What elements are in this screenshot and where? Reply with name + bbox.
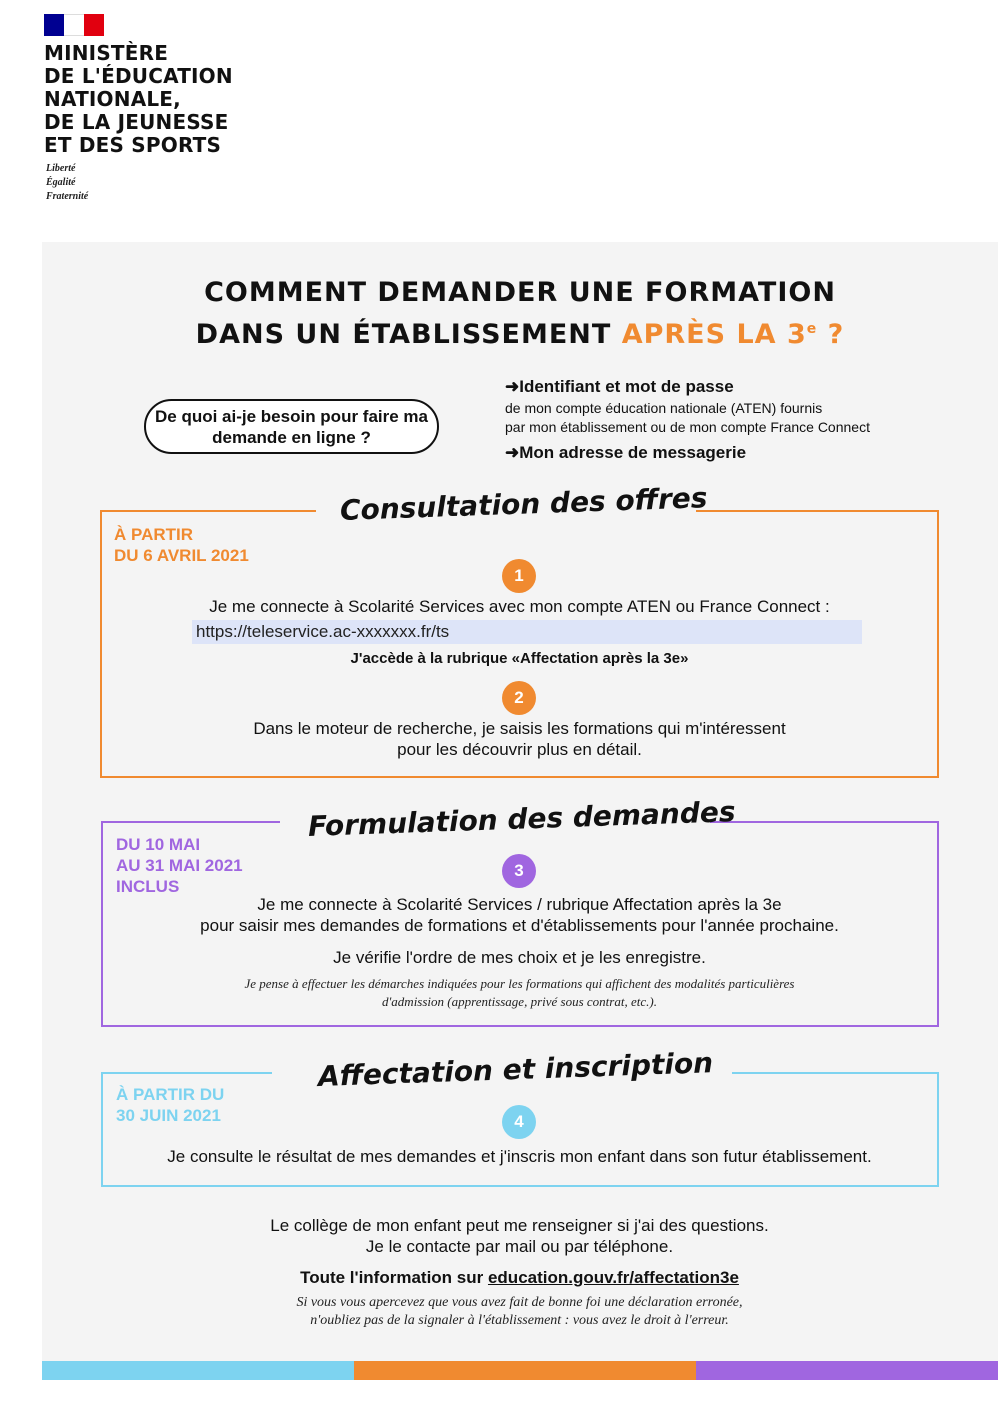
step-1-text: Je me connecte à Scolarité Services avec mon compte ATEN ou France Connect : <box>209 597 830 616</box>
footer-info <box>100 1267 939 1288</box>
requirement-credentials <box>505 378 734 396</box>
bottom-bar-orange <box>354 1361 696 1380</box>
title-accent <box>622 319 845 350</box>
date-line: AU 31 MAI 2021 <box>116 856 243 875</box>
arrow-right-icon: ➜ <box>505 377 520 396</box>
date-line: DU 6 AVRIL 2021 <box>114 546 249 565</box>
republic-motto <box>46 162 88 204</box>
republic-flag-icon <box>44 14 104 36</box>
step-4-text: Je consulte le résultat de mes demandes et j'inscris mon enfant dans son futur établissement. <box>167 1147 872 1166</box>
section-consultation-title: Consultation des offres <box>339 481 708 527</box>
footer-info-prefix: Toute l'information sur <box>300 1268 488 1287</box>
date-line: INCLUS <box>116 877 180 896</box>
note-line: Je pense à effectuer les démarches indiquées pour les formations qui affichent des modalités particulières <box>244 976 795 991</box>
page-title <box>42 274 998 353</box>
date-line: 30 JUIN 2021 <box>116 1106 221 1125</box>
consultation-date <box>114 524 249 566</box>
teleservice-url[interactable]: https://teleservice.ac-xxxxxxx.fr/ts <box>192 620 862 644</box>
ministry-line: NATIONALE, <box>44 87 181 111</box>
title-line-1: COMMENT DEMANDER UNE FORMATION <box>204 277 836 308</box>
step-2-line: pour les découvrir plus en détail. <box>397 740 642 759</box>
step-3-text <box>100 894 939 936</box>
step-2-badge: 2 <box>502 681 536 715</box>
date-line: À PARTIR DU <box>116 1085 225 1104</box>
affectation-link[interactable]: education.gouv.fr/affectation3e <box>487 1268 739 1287</box>
arrow-right-icon: ➜ <box>505 443 520 462</box>
requirements-question: De quoi ai-je besoin pour faire ma demande en ligne ? <box>144 399 439 454</box>
note-line: n'oubliez pas de la signaler à l'établissement : vous avez le droit à l'erreur. <box>310 1313 729 1328</box>
motto-line: Égalité <box>46 177 76 188</box>
ministry-name <box>44 42 233 157</box>
requirement-credentials-detail <box>505 399 870 437</box>
step-3-note <box>100 975 939 1011</box>
title-accent-text: APRÈS LA 3 <box>621 319 807 350</box>
title-line-2-start: DANS UN ÉTABLISSEMENT <box>195 319 622 350</box>
section-formulation-title: Formulation des demandes <box>307 795 737 843</box>
footer-line: Je le contacte par mail ou par téléphone. <box>365 1237 674 1256</box>
title-accent-end: ? <box>817 319 845 350</box>
section-affectation-title: Affectation et inscription <box>317 1046 714 1093</box>
requirement-credentials-label: Identifiant et mot de passe <box>519 377 734 396</box>
step-1-badge: 1 <box>502 559 536 593</box>
formulation-date <box>116 834 243 897</box>
ministry-line: ET DES SPORTS <box>44 133 222 157</box>
step-3-line: Je me connecte à Scolarité Services / rubrique Affectation après la 3e <box>257 895 782 914</box>
ministry-line: MINISTÈRE <box>44 41 169 65</box>
ministry-line: DE L'ÉDUCATION <box>44 64 233 88</box>
step-3-verify: Je vérifie l'ordre de mes choix et je les enregistre. <box>333 948 706 967</box>
step-2-text <box>100 718 939 760</box>
requirement-email-label: Mon adresse de messagerie <box>519 443 747 462</box>
footer-note <box>100 1294 939 1330</box>
motto-line: Liberté <box>46 163 76 174</box>
step-2-line: Dans le moteur de recherche, je saisis les formations qui m'intéressent <box>253 719 786 738</box>
ministry-line: DE LA JEUNESSE <box>44 110 229 134</box>
motto-line: Fraternité <box>46 191 89 202</box>
affectation-date <box>116 1084 224 1126</box>
requirement-detail-line: par mon établissement ou de mon compte France Connect <box>505 419 870 435</box>
date-line: DU 10 MAI <box>116 835 201 854</box>
step-4-badge: 4 <box>502 1105 536 1139</box>
note-line: Si vous vous apercevez que vous avez fait de bonne foi une déclaration erronée, <box>296 1295 743 1310</box>
footer-contact <box>100 1215 939 1257</box>
requirement-email <box>505 444 746 462</box>
bottom-bar-blue <box>42 1361 354 1380</box>
date-line: À PARTIR <box>114 525 194 544</box>
requirement-detail-line: de mon compte éducation nationale (ATEN) fournis <box>505 400 823 416</box>
title-line-2 <box>42 311 998 353</box>
step-3-badge: 3 <box>502 854 536 888</box>
step-3-line: pour saisir mes demandes de formations et d'établissements pour l'année prochaine. <box>200 916 839 935</box>
note-line: d'admission (apprentissage, privé sous contrat, etc.). <box>382 994 657 1009</box>
step-1-access: J'accède à la rubrique «Affectation après la 3e» <box>350 650 689 667</box>
footer-line: Le collège de mon enfant peut me renseigner si j'ai des questions. <box>270 1216 769 1235</box>
bottom-bar-purple <box>696 1361 998 1380</box>
title-accent-sup: e <box>806 321 818 337</box>
